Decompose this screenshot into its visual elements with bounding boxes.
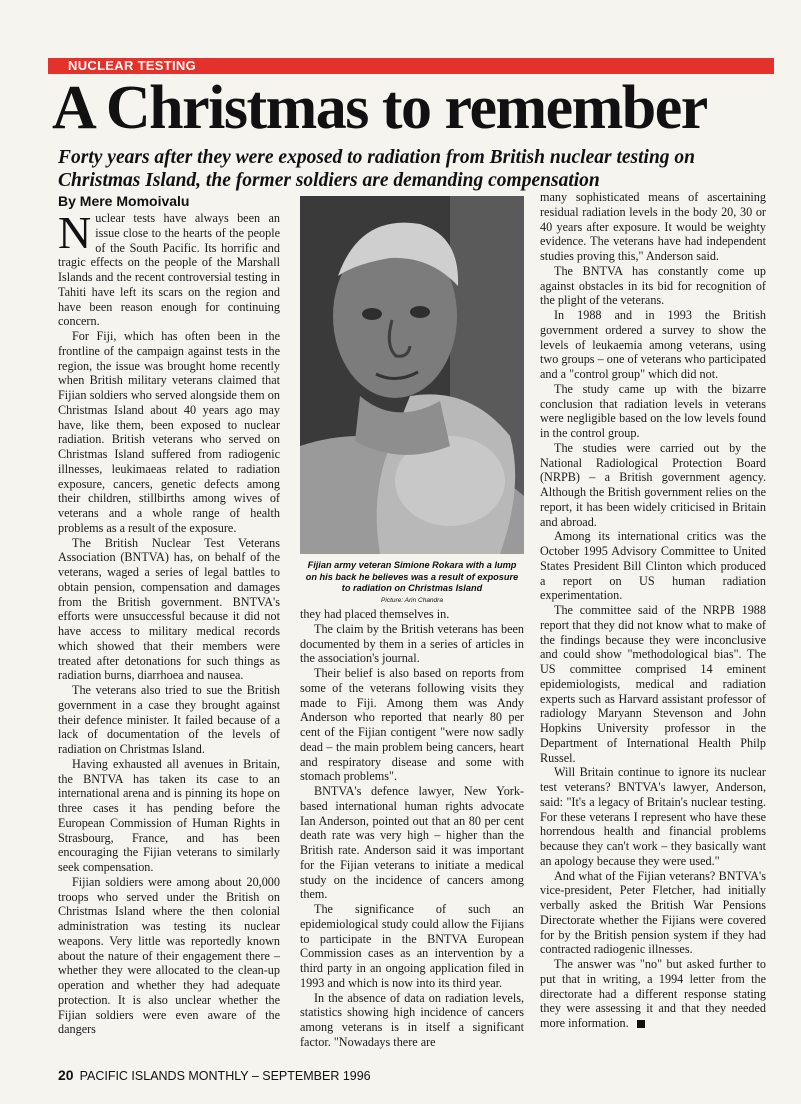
paragraph: For Fiji, which has often been in the frontline of the campaign against tests in the region, the issue was brought home recently when British military veterans claimed that Fijian soldiers who served alongside them on Christmas Island about 40 years ago may have, like them, been exposed to nuclear radiation. British veterans who served on Christmas Island suffered from radiogenic illnesses, leukimaeas related to radiation exposure, cancers, genetic defects among their children, stillbirths among wives of veterans and a whole range of health problems as a result of the exposure. [58,329,280,535]
paragraph: The British Nuclear Test Veterans Association (BNTVA) has, on behalf of the veterans, waged a series of legal battles to obtain pension, compensation and damages from the British government. BNTVA's efforts were unsuccessful because it did not have access to military medical records which showed that their members were treated after detonations for such things as radiation burns, diarrhoea and nausea. [58,535,280,683]
paragraph: The committee said of the NRPB 1988 report that they did not know what to make of the findings because they were inconclusive and could show "methodological bias". The US committee comprised 14 eminent epidemiologists, medical and radiation experts such as Harvard assistant professor of radiology Maryann Stevenson and John Hopkins University professor in the Department of International Health Philp Russel. [540,603,766,765]
paragraph: many sophisticated means of ascertaining residual radiation levels in the body 20, 30 or 40 years after exposure. It would be weighty evidence. The veterans have had independent studies proving this," Anderson said. [540,190,766,263]
paragraph: And what of the Fijian veterans? BNTVA's vice-president, Peter Fletcher, had initially verbally asked the British War Pensions Directorate whether the Fijians were covered for by the British pension system if they had contracted radiogenic illnesses. [540,868,766,957]
paragraph: Among its international critics was the October 1995 Advisory Committee to United States President Bill Clinton which produced a report on US human radiation experimentation. [540,529,766,603]
photo-credit: Picture: Arin Chandra [381,597,443,604]
section-label: NUCLEAR TESTING [68,58,196,73]
paragraph: Having exhausted all avenues in Britain, the BNTVA has taken its case to an international arena and is pinning its hope on three cases it has pending before the European Commission of Human Rights in Strasbourg, France, and has been encouraging the Fijian veterans to similarly seek compensation. [58,756,280,874]
paragraph: Will Britain continue to ignore its nuclear test veterans? BNTVA's lawyer, Anderson, said: "It's a legacy of Britain's nuclear testing. For these veterans I represent who have these horrendous health and financial problems because they can't work – they basically want an apology because they were used." [540,765,766,868]
page-number: 20 [58,1067,74,1083]
paragraph: The study came up with the bizarre conclusion that radiation levels in veterans were negligible based on the low levels found in the control group. [540,381,766,440]
end-mark [637,1020,645,1028]
paragraph: The answer was "no" but asked further to put that in writing, a 1994 letter from the directorate had a different response stating they were assessing it and that they needed more information. [540,957,766,1030]
paragraph: The veterans also tried to sue the British government in a case they brought against their defence minister. It failed because of a lack of documentation of the levels of radiation on Christmas Island. [58,683,280,756]
paragraph: they had placed themselves in. [300,607,450,621]
publication-line: PACIFIC ISLANDS MONTHLY – SEPTEMBER 1996 [79,1069,371,1083]
paragraph: The BNTVA has constantly come up against obstacles in its bid for recognition of the plight of the veterans. [540,263,766,308]
paragraph: In 1988 and in 1993 the British government ordered a survey to show the levels of leukaemia among veterans, using two groups – one of veterans who participated and a "control group" which did not. [540,308,766,381]
paragraph: Fijian soldiers were among about 20,000 troops who served under the British on Christmas Island where the then colonial administration was testing its nuclear weapons. Very little was reportedly known about the nature of their engagement there – whether they were allocated to the clean-up operation and whether they had adequate protection. It is also unclear whether the Fijian soldiers were even aware of the dangers [58,874,280,1037]
column-3 [540,190,766,1031]
paragraph: BNTVA's defence lawyer, New York-based international human rights advocate Ian Anderson, pointed out that an 80 per cent death rate was very high – higher than the British rate. Anderson said it was important for the Fijian veterans to initiate a medical study on the incidence of cancers among them. [300,784,524,902]
photo-caption: Fijian army veteran Simione Rokara with a lump on his back he believes was a result of exposure to radiation on Christmas Island [305,560,519,593]
paragraph: Their belief is also based on reports from some of the veterans following visits they made to Fiji. Among them was Andy Anderson who reported that nearly 80 per cent of the Fijian contigent "were now sadly dead – the main problem being cancers, heart and respiratory disease and some with stomach problems". [300,666,524,784]
byline: By Mere Momoivalu [58,193,190,209]
dropcap: N [58,207,92,258]
column-2 [300,607,524,1050]
paragraph: The studies were carried out by the National Radiological Protection Board (NRPB) – a British government agency. Although the British government relies on the report, it has been widely criticised in Britain and abroad. [540,440,766,529]
photo-veteran [300,196,524,554]
paragraph: In the absence of data on radiation levels, statistics showing high incidence of cancers among veterans is in itself a significant factor. "Nowadays there are [300,990,524,1049]
deck: Forty years after they were exposed to radiation from British nuclear testing on Christmas Island, the former soldiers are demanding compensation [58,147,696,191]
column-1 [58,207,280,1037]
paragraph: Nuclear tests have always been an issue close to the hearts of the people of the South Pacific. Its horrific and tragic effects on the people of the Marshall Islands and the recent controversial testing in Tahiti have left its scars on the region and have been reason enough for continuing concern. [58,207,280,329]
headline: A Christmas to remember [52,74,707,142]
portrait-illustration [300,196,524,554]
paragraph: The claim by the British veterans has been documented by them in a series of articles in the association's journal. [300,621,524,666]
page-footer [58,1067,371,1084]
section-bar [48,58,774,74]
paragraph: The significance of such an epidemiological study could allow the Fijians to participate in the BNTVA European Commission cases as an intervention by a third party in an ongoing application filed in 1993 and which is now into its third year. [300,902,524,990]
